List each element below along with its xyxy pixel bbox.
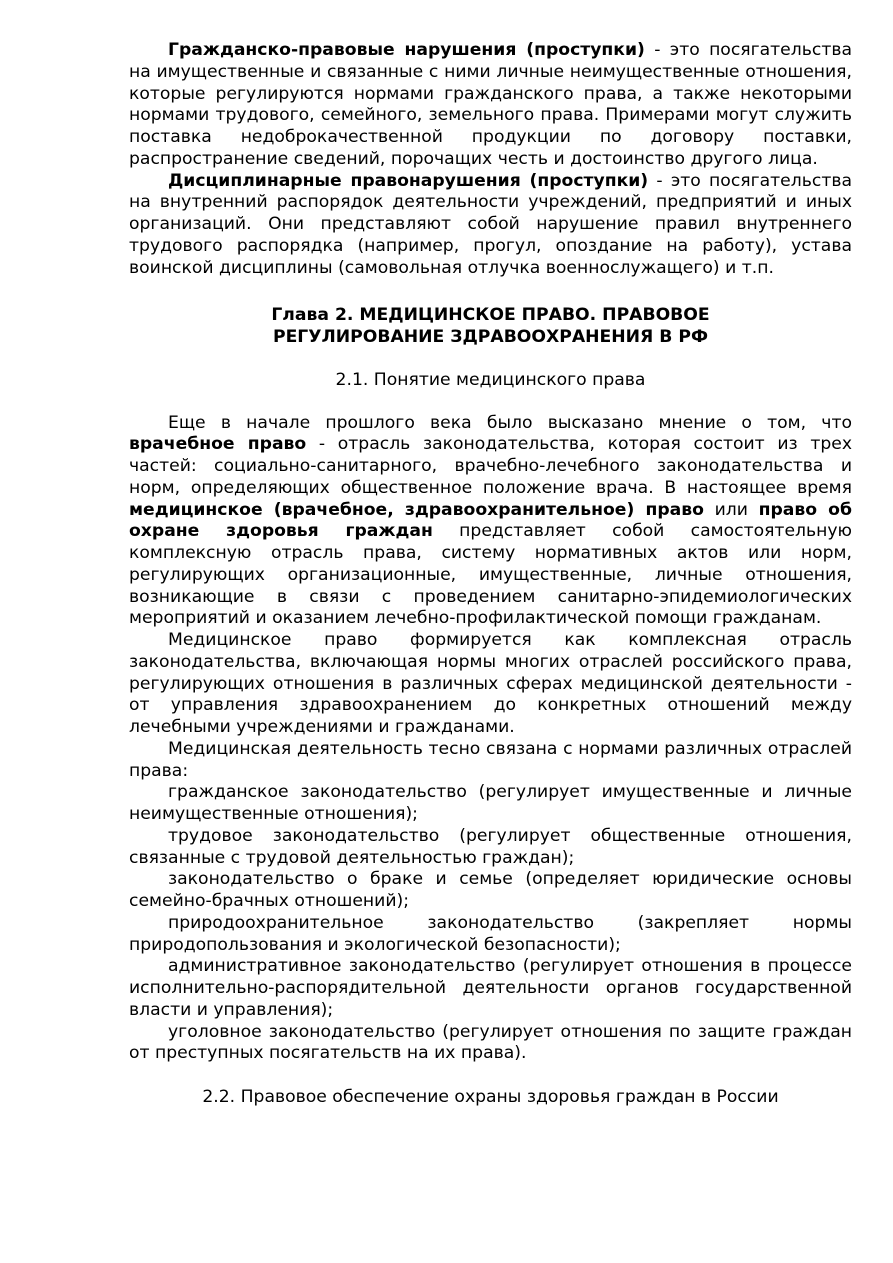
list-item-criminal: уголовное законодательство (регулирует отношения по защите граждан от преступных посягательств на их права). — [129, 1021, 852, 1064]
term-medical-law-old: врачебное право — [129, 434, 307, 455]
section-heading-2-2: 2.2. Правовое обеспечение охраны здоровья граждан в России — [202, 1087, 779, 1107]
chapter-heading-line2: РЕГУЛИРОВАНИЕ ЗДРАВООХРАНЕНИЯ В РФ — [272, 327, 709, 347]
list-item-civil: гражданское законодательство (регулирует имущественные и личные неимущественные отношения); — [129, 782, 852, 824]
paragraph-text: Еще в начале прошлого века было высказано мнение о том, что — [168, 412, 852, 433]
list-item-administrative: административное законодательство (регулирует отношения в процессе исполнительно-распорядительной деятельности органов государственной власти и управления); — [129, 956, 852, 1020]
term-civil-offenses: Гражданско-правовые нарушения (проступки) — [168, 40, 645, 60]
list-item-environmental: природоохранительное законодательство (закрепляет нормы природопользования и экологической безопасности); — [129, 912, 852, 955]
paragraph-text: - это посягательства на имущественные и связанные с ними личные неимущественные отношения, которые регулируются нормами гражданского права, а также некоторыми нормами трудового, семейного, земельного права. Примерами могут служить поставка недоброкачественной продукции по договору поставки, распространение сведений, порочащих честь и достоинство другого лица. — [129, 40, 852, 169]
list-item-family: законодательство о браке и семье (определяет юридические основы семейно-брачных отношений); — [129, 869, 852, 911]
paragraph-complex-branch: Медицинское право формируется как комплексная отрасль законодательства, включающая нормы многих отраслей российского права, регулирующих отношения в различных сферах медицинской деятельности - от управления здравоохранением до конкретных отношений между лечебными учреждениями и гражданами. — [129, 630, 852, 737]
paragraph-text: или — [703, 499, 759, 520]
chapter-heading-line1: Глава 2. МЕДИЦИНСКОЕ ПРАВО. ПРАВОВОЕ — [271, 305, 710, 326]
chapter-heading — [129, 305, 852, 349]
paragraph-civil-offenses — [129, 40, 852, 171]
paragraph-medical-law-concept — [129, 413, 852, 631]
paragraph-text: представляет собой самостоятельную комплексную отрасль права, систему нормативных актов или норм, регулирующих организационные, имущественные, личные отношения, возникающие в связи с проведением санитарно-эпидемиологических мероприятий и оказанием лечебно-профилактической помощи гражданам. — [129, 521, 853, 629]
document-page — [129, 40, 852, 1109]
list-item-labor: трудовое законодательство (регулирует общественные отношения, связанные с трудовой деятельностью граждан); — [129, 825, 852, 868]
term-disciplinary-offenses: Дисциплинарные правонарушения (проступки) — [168, 170, 649, 191]
term-health-protection-law: право об охране здоровья граждан — [129, 499, 852, 542]
paragraph-text: - это посягательства на внутренний распорядок деятельности учреждений, предприятий и иных организаций. Они представляют собой нарушение правил внутреннего трудового распорядка (например, прогул, опоздание на работу), устава воинской дисциплины (самовольная отлучка военнослужащего) и т.п. — [129, 170, 852, 278]
paragraph-branches-intro: Медицинская деятельность тесно связана с нормами различных отраслей права: — [129, 738, 852, 781]
paragraph-disciplinary-offenses — [129, 171, 852, 280]
paragraph-text: - отрасль законодательства, которая состоит из трех частей: социально-санитарного, врачебно-лечебного законодательства и норм, определяющих общественное положение врача. В настоящее время — [129, 434, 852, 498]
term-medical-law: медицинское (врачебное, здравоохранительное) право — [129, 499, 704, 520]
section-heading-2-1: 2.1. Понятие медицинского права — [335, 369, 646, 390]
